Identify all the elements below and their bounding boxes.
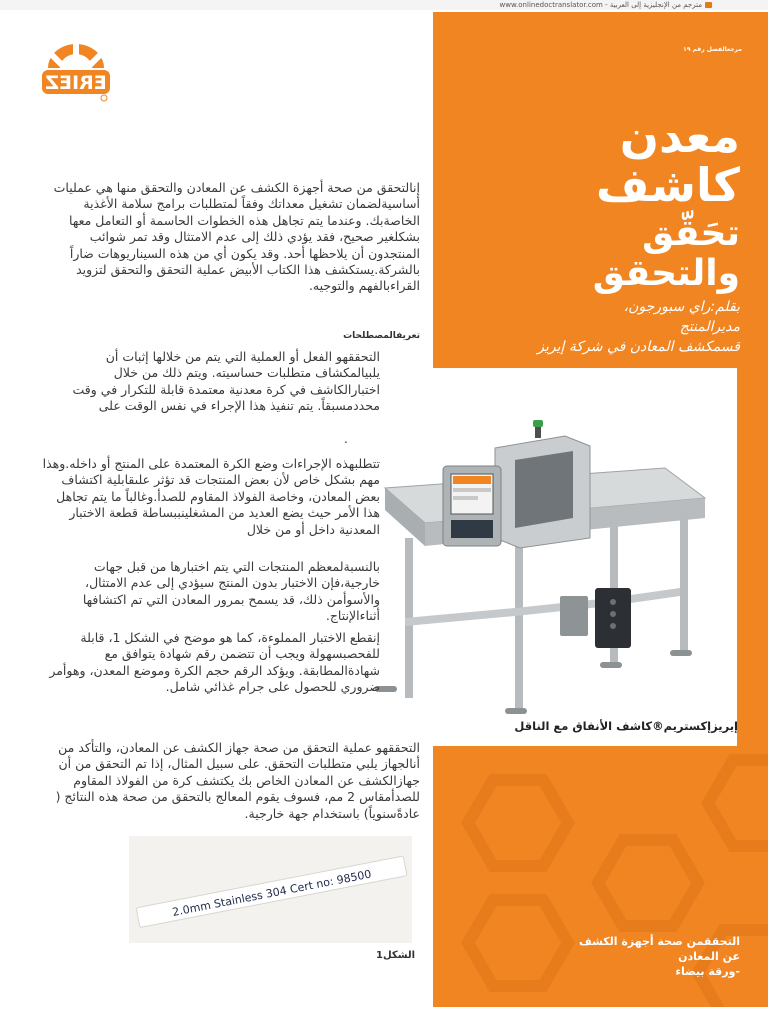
translator-icon xyxy=(705,2,712,8)
procedures-paragraph: تتطلبهذه الإجراءات وضع الكرة المعتمدة على المنتج أو داخله.وهذا مهم بشكل خاص لأن بعض المنتجات قد تؤثر علىقابلية اكتشاف بعض المعادن، وخاصة الفولاذ المقاوم للصدأ.وغالباً ما يتم تجاهل هذا الأمر حيث يضع العديد من المشغلينببساطة قطعة الاختبار المعدنية داخل أو من خلال xyxy=(42,456,380,537)
eriez-logo xyxy=(40,38,112,104)
byline-department: قسمكشف المعادن في شركة إيريز xyxy=(537,339,740,355)
translator-url[interactable]: www.onlinedoctranslator.com xyxy=(499,1,603,9)
verification-paragraph: التحققهو عملية التحقق من صحة جهاز الكشف عن المعادن، والتأكد من أنالجهاز يلبي متطلبات التحقق. على سبيل المثال، إذا تم التحقق من أن جهازالكشف عن المعادن الخاص بك يكتشف كرة من الفولاذ المقاوم للصدأمقاس 2 مم، فسوف يقوم المعالج بالتحقق من صحة هذه النتائج ( عادةًسنوياً) باستخدام جهة خارجية. xyxy=(55,740,420,821)
stick-label: 2.0mm Stainless 304 Cert no: 98500 xyxy=(171,867,373,919)
validation-paragraph: التحققهو الفعل أو العملية التي يتم من خلالها إثبات أن يلبيالمكشاف متطلبات حساسيته. ويتم ذلك من خلال اختبارالكاشف في كرة معدنية معتمدة قابلة للتكرار في وقت محددمسبقاً. يتم تنفيذ هذا الإجراء في نفس الوقت على xyxy=(72,349,380,414)
test-stick-photo xyxy=(129,836,412,943)
whitepaper-label xyxy=(560,934,740,979)
whitepaper-label-line-1: التحققمن صحة أجهزة الكشف عن المعادن xyxy=(578,935,740,963)
metal-detector-illustration xyxy=(365,368,737,746)
section-tag: مرجعالفصل رقم ١٩ xyxy=(683,46,742,53)
eriez-wordmark: ERIEZ xyxy=(45,72,107,94)
intro-paragraph: إنالتحقق من صحة أجهزة الكشف عن المعادن والتحقق منها هي عمليات أساسيةلضمان تشغيل معداتك وفقاً لمتطلبات برامج سلامة الأغذية الخاصةبك. وعندما يتم تجاهل هذه الخطوات الحاسمة أو التعامل معها بشكلغير صحيح، فقد يؤدي ذلك إلى عدم الامتثال وقد تمر شوائب المنتجدون أن يلاحظها أحد. وقد يكون أي من هذه السيناريوهات ضاراً بالشركة.يستكشف هذا الكتاب الأبيض عملية التحقق والتحقق لتزويد القراءبالفهم والتوجيه. xyxy=(53,180,420,294)
whitepaper-label-line-2: -ورقة بيضاء xyxy=(675,965,740,978)
byline-role: مديرالمنتج xyxy=(679,319,740,335)
products-paragraph: بالنسبةلمعظم المنتجات التي يتم اختبارها من قبل جهات خارجية،فإن الاختبار بدون المنتج سيؤدي إلى عدم الامتثال، والأسوأمن ذلك، قد يسمح بمرور المعادن التي تم اكتشافها أثناءالإنتاج. xyxy=(82,559,380,624)
title-line-2: كاشف xyxy=(595,158,740,212)
translator-text: مترجم من الإنجليزية إلى العربية - xyxy=(605,1,702,9)
title-line-1: معدن xyxy=(619,109,740,163)
page-title xyxy=(560,109,740,294)
photo-caption: إيريزإكستريم®كاشف الأنفاق مع الناقل xyxy=(514,719,738,733)
definitions-heading: تعريفالمصطلحات xyxy=(343,331,420,341)
product-photo xyxy=(365,368,737,746)
figure-label: الشكل1 xyxy=(376,950,416,961)
stray-dot: . xyxy=(344,432,348,446)
translator-notice[interactable] xyxy=(500,0,702,10)
author-byline xyxy=(470,297,740,357)
title-line-3: تحَقّق xyxy=(642,213,740,254)
title-line-4: والتحقق xyxy=(592,253,740,294)
test-pieces-paragraph: إنقطع الاختبار المملوءة، كما هو موضح في الشكل 1، قابلة للفحصبسهولة ويجب أن تتضمن رقم شهادة يتوافق مع شهادةالمطابقة. ويؤكد الرقم حجم الكرة وموضع المعدن، وهوأمر ضروري للحصول على جرام غذائي شامل. xyxy=(49,630,380,695)
byline-author: بقلم:راي سبورجون، xyxy=(623,299,740,315)
